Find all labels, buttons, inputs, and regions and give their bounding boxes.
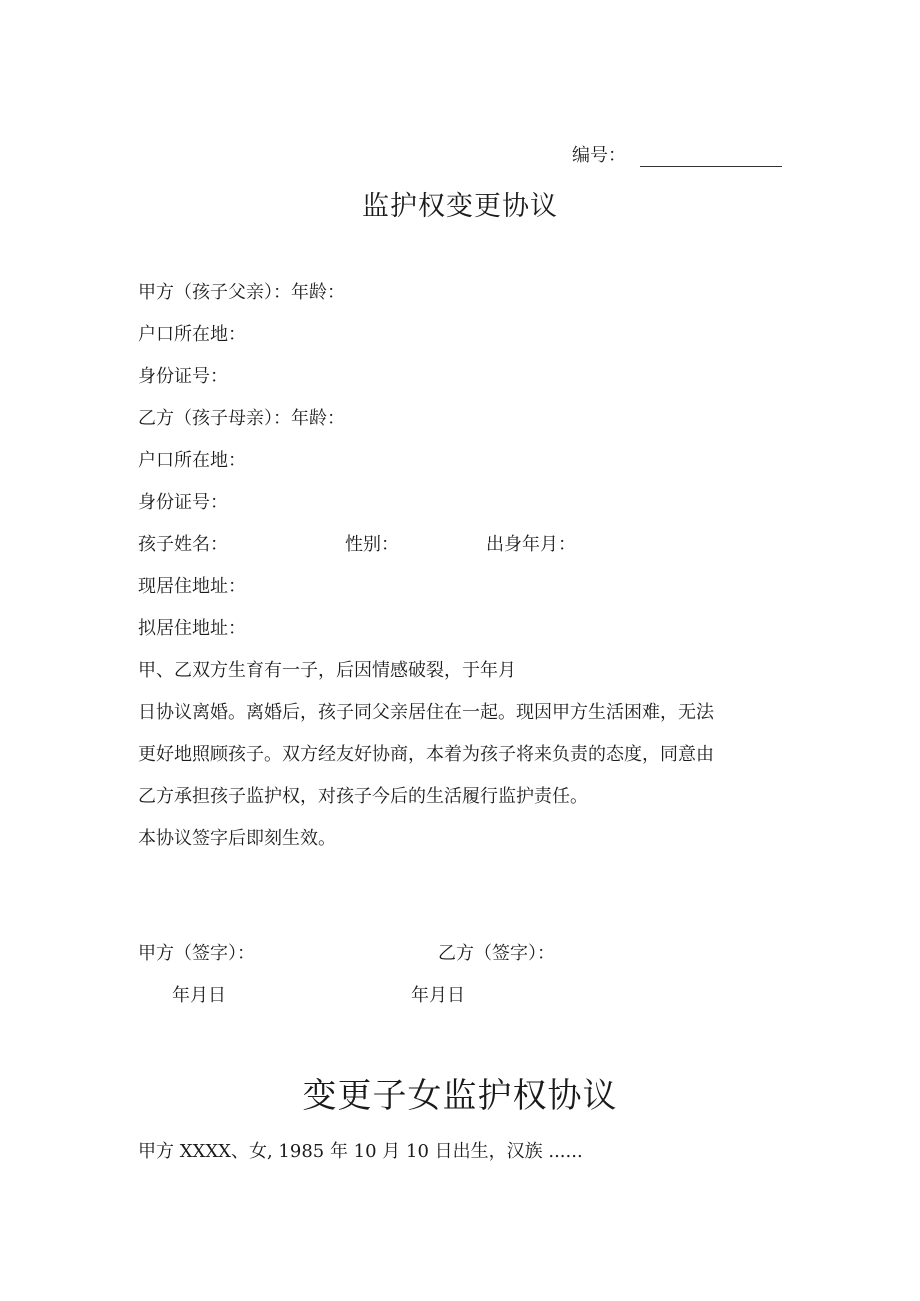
effective-clause: 本协议签字后即刻生效。 [138, 828, 336, 849]
party-a-signature-label: 甲方（签字）： [138, 943, 255, 964]
party-b-hukou-line: 户口所在地： [138, 450, 246, 471]
party-b-id-line: 身份证号： [138, 492, 228, 513]
body-paragraph-line: 甲、乙双方生育有一子，后因情感破裂，于年月 [138, 660, 516, 681]
current-address-line: 现居住地址： [138, 576, 246, 597]
serial-number-label: 编号： [572, 145, 626, 166]
body-paragraph-line: 更好地照顾孩子。双方经友好协商，本着为孩子将来负责的态度，同意由 [138, 744, 714, 765]
party-b-line: 乙方（孩子母亲）：年龄： [138, 408, 345, 429]
party-a-hukou-line: 户口所在地： [138, 324, 246, 345]
second-document-title: 变更子女监护权协议 [302, 1076, 618, 1116]
child-birth-label: 出身年月： [486, 534, 576, 555]
party-a-line: 甲方（孩子父亲）：年龄： [138, 282, 345, 303]
party-b-date-label: 年月日 [411, 985, 465, 1006]
party-a-date-label: 年月日 [172, 985, 226, 1006]
party-a-id-line: 身份证号： [138, 366, 228, 387]
party-b-signature-label: 乙方（签字）： [438, 943, 555, 964]
document-title: 监护权变更协议 [362, 191, 558, 222]
second-document-first-line: 甲方 XXXX、女, 1985 年 10 月 10 日出生，汉族 ...... [138, 1141, 583, 1162]
body-paragraph-line: 乙方承担孩子监护权，对孩子今后的生活履行监护责任。 [138, 786, 588, 807]
body-paragraph-line: 日协议离婚。离婚后，孩子同父亲居住在一起。现因甲方生活困难，无法 [138, 702, 714, 723]
child-name-label: 孩子姓名： [138, 534, 228, 555]
planned-address-line: 拟居住地址： [138, 618, 246, 639]
child-gender-label: 性别： [345, 534, 399, 555]
serial-number-row [572, 141, 782, 167]
serial-number-blank [640, 146, 782, 167]
